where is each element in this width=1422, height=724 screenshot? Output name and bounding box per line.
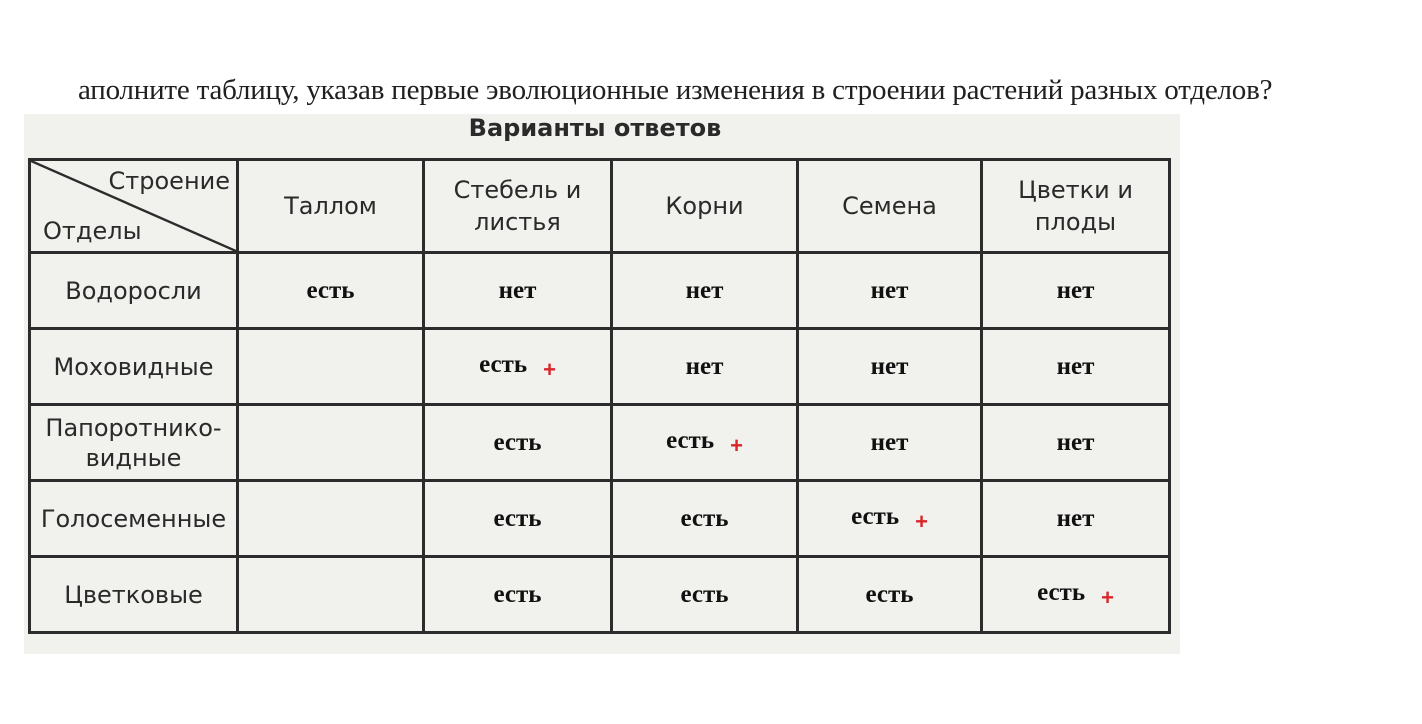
correct-mark: + [543,356,556,382]
corner-cell [30,160,238,253]
answer-cell: есть + [798,481,982,557]
answer-cell: есть + [612,405,798,481]
answer-cell: есть [612,557,798,633]
answer-cell: есть [798,557,982,633]
header-row [30,160,1170,253]
correct-mark: + [915,508,928,534]
question-text: аполните таблицу, указав первые эволюционные изменения в строении растений разных отделов? [78,74,1273,106]
answer-cell: нет [798,405,982,481]
answer-cell: есть [238,253,424,329]
table-row [30,253,1170,329]
answer-cell: есть [424,405,612,481]
table-row [30,557,1170,633]
answer-cell: нет [982,405,1170,481]
answer-cell [238,481,424,557]
row-label-angiosperms: Цветковые [30,557,238,633]
answer-cell: есть [424,557,612,633]
answer-cell: нет [982,329,1170,405]
row-label-algae: Водоросли [30,253,238,329]
correct-mark: + [1101,584,1114,610]
table-row [30,329,1170,405]
correct-mark: + [730,432,743,458]
answer-cell: нет [982,481,1170,557]
row-label-mosses: Моховидные [30,329,238,405]
answer-cell [238,405,424,481]
answer-table [28,158,1171,634]
column-header-seeds: Семена [798,160,982,253]
answer-cell: есть [424,481,612,557]
answer-cell: есть + [982,557,1170,633]
answer-cell: нет [424,253,612,329]
answer-cell: есть [612,481,798,557]
answer-cell: нет [612,253,798,329]
column-header-roots: Корни [612,160,798,253]
column-header-flowers-fruits: Цветки и плоды [982,160,1170,253]
answer-cell: нет [798,253,982,329]
column-header-thallus: Таллом [238,160,424,253]
column-header-stem-leaves: Стебель и листья [424,160,612,253]
row-label-gymnosperms: Голосеменные [30,481,238,557]
row-label-ferns: Папоротнико- видные [30,405,238,481]
table-row [30,405,1170,481]
corner-label-divisions: Отделы [43,217,142,245]
table-row [30,481,1170,557]
answer-cell [238,329,424,405]
answer-cell: есть + [424,329,612,405]
answer-cell: нет [982,253,1170,329]
answer-cell [238,557,424,633]
answer-cell: нет [798,329,982,405]
variants-heading: Варианты ответов [468,114,722,142]
answer-cell: нет [612,329,798,405]
corner-label-structure: Строение [108,167,230,195]
